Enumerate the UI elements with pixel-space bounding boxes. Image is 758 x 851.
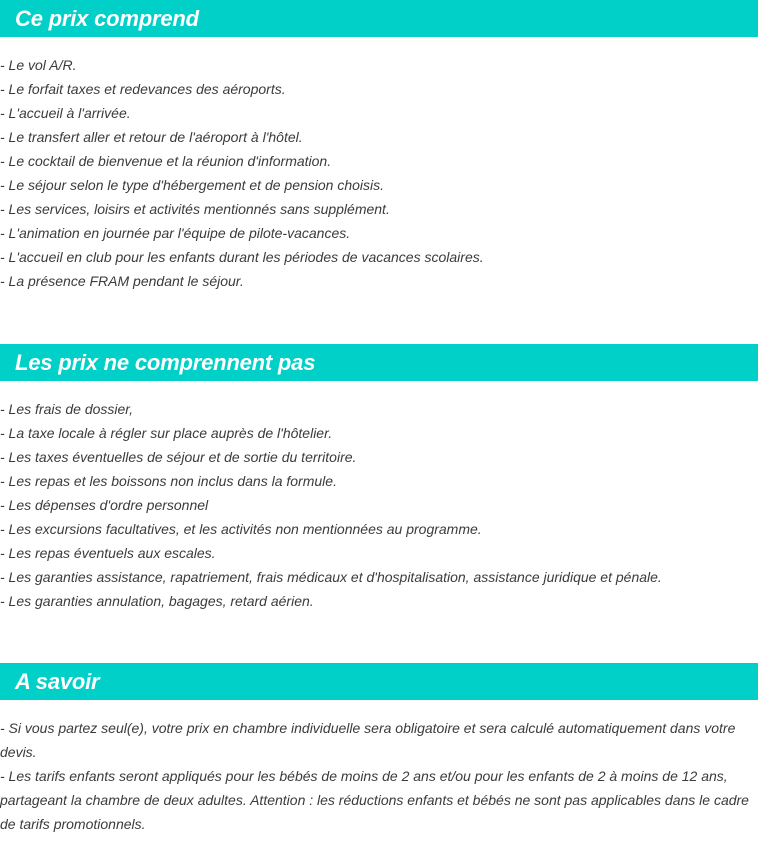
info-paragraph: - Si vous partez seul(e), votre prix en chambre individuelle sera obligatoire et sera calculé automatiquement dans votre devis. bbox=[0, 720, 736, 760]
section-title-not-included: Les prix ne comprennent pas bbox=[15, 350, 316, 375]
list-item: - Le cocktail de bienvenue et la réunion d'information. bbox=[0, 153, 332, 169]
section-header-not-included bbox=[0, 344, 758, 381]
list-item: - Les taxes éventuelles de séjour et de sortie du territoire. bbox=[0, 449, 357, 465]
list-item: - Le forfait taxes et redevances des aéroports. bbox=[0, 81, 286, 97]
list-item: - Le vol A/R. bbox=[0, 57, 77, 73]
not-included-list bbox=[0, 397, 758, 613]
list-item: - Les repas éventuels aux escales. bbox=[0, 545, 216, 561]
list-item: - La présence FRAM pendant le séjour. bbox=[0, 273, 244, 289]
section-title-good-to-know: A savoir bbox=[15, 669, 100, 694]
list-item: - Les excursions facultatives, et les activités non mentionnées au programme. bbox=[0, 521, 482, 537]
list-item: - Le séjour selon le type d'hébergement et de pension choisis. bbox=[0, 177, 385, 193]
list-item: - La taxe locale à régler sur place auprès de l'hôtelier. bbox=[0, 425, 333, 441]
info-paragraph: - Les tarifs enfants seront appliqués pour les bébés de moins de 2 ans et/ou pour les enfants de 2 à moins de 12 ans, partageant la chambre de deux adultes. Attention : les réductions enfants et bébés ne sont pas applicables dans le cadre de tarifs promotionnels. bbox=[0, 768, 749, 832]
list-item: - L'accueil en club pour les enfants durant les périodes de vacances scolaires. bbox=[0, 249, 484, 265]
list-item: - L'animation en journée par l'équipe de pilote-vacances. bbox=[0, 225, 351, 241]
list-item: - Les dépenses d'ordre personnel bbox=[0, 497, 209, 513]
section-header-included bbox=[0, 0, 758, 37]
list-item: - L'accueil à l'arrivée. bbox=[0, 105, 131, 121]
list-item: - Le transfert aller et retour de l'aéroport à l'hôtel. bbox=[0, 129, 303, 145]
list-item: - Les frais de dossier, bbox=[0, 401, 134, 417]
list-item: - Les garanties annulation, bagages, retard aérien. bbox=[0, 593, 314, 609]
section-title-included: Ce prix comprend bbox=[15, 6, 199, 31]
list-item: - Les garanties assistance, rapatriement, frais médicaux et d'hospitalisation, assistance juridique et pénale. bbox=[0, 569, 662, 585]
section-header-good-to-know bbox=[0, 663, 758, 700]
good-to-know-body bbox=[0, 716, 758, 836]
included-list bbox=[0, 53, 758, 293]
list-item: - Les services, loisirs et activités mentionnés sans supplément. bbox=[0, 201, 390, 217]
list-item: - Les repas et les boissons non inclus dans la formule. bbox=[0, 473, 337, 489]
